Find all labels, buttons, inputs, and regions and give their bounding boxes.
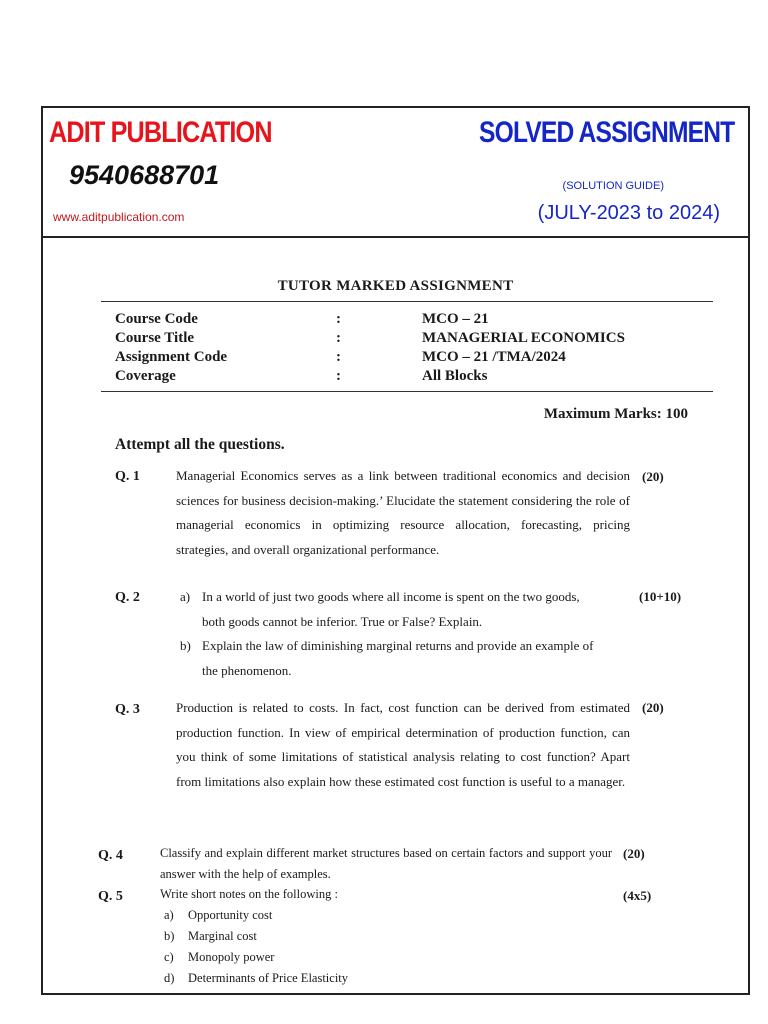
assignment-code-row	[115, 349, 625, 368]
instruction-text: Attempt all the questions.	[115, 436, 285, 453]
question-text-block	[160, 884, 590, 989]
question-text: Write short notes on the following :	[160, 887, 338, 901]
list-item	[164, 905, 590, 926]
question-number: Q. 4	[98, 848, 123, 863]
maximum-marks: Maximum Marks: 100	[543, 406, 688, 422]
info-separator: :	[336, 368, 341, 384]
info-divider	[101, 391, 713, 392]
session-label: (JULY-2023 to 2024)	[537, 202, 720, 224]
info-label: Course Title	[115, 330, 195, 346]
part-text: Determinants of Price Elasticity	[188, 971, 349, 985]
question-marks: (10+10)	[639, 589, 682, 604]
info-separator: :	[336, 349, 341, 365]
info-value: MCO – 21	[422, 311, 489, 327]
publisher-name: ADIT PUBLICATION	[49, 116, 272, 149]
info-value: All Blocks	[422, 368, 488, 384]
part-letter: c)	[164, 950, 174, 964]
part-letter: b)	[180, 638, 191, 653]
question-number: Q. 1	[115, 469, 140, 484]
part-text: Monopoly power	[188, 950, 275, 964]
short-notes-list	[160, 905, 590, 989]
question-marks: (20)	[642, 700, 664, 715]
publisher-header	[43, 108, 748, 238]
part-letter: a)	[180, 589, 191, 604]
list-item	[164, 968, 590, 989]
part-letter: d)	[164, 971, 175, 985]
course-code-row	[115, 311, 625, 330]
question-marks: (20)	[623, 846, 645, 861]
info-value: MCO – 21 /TMA/2024	[422, 349, 566, 365]
info-separator: :	[336, 330, 341, 346]
question-text: Classify and explain different market structures based on certain factors and support your answer with the help of examples.	[160, 846, 612, 881]
assignment-page-frame	[41, 106, 750, 995]
question-marks: (4x5)	[623, 888, 652, 903]
info-separator: :	[336, 311, 341, 327]
course-title-row	[115, 330, 625, 349]
solution-guide-label: (SOLUTION GUIDE)	[562, 180, 664, 192]
question-text: Managerial Economics serves as a link between traditional economics and decision sciences for business decision-making.’ Elucidate the statement considering the role of managerial economics in optimizing resource allocation, forecasting, pricing strategies, and overall organizational performance.	[176, 468, 630, 557]
part-letter: b)	[164, 929, 175, 943]
question-number: Q. 3	[115, 702, 140, 717]
question-part	[180, 585, 600, 634]
list-item	[164, 947, 590, 968]
publisher-website: www.aditpublication.com	[53, 210, 185, 224]
info-label: Assignment Code	[115, 349, 228, 365]
course-info-table	[115, 311, 625, 387]
publisher-phone: 9540688701	[69, 160, 220, 190]
document-title: TUTOR MARKED ASSIGNMENT	[277, 278, 514, 294]
part-text: Opportunity cost	[188, 908, 273, 922]
question-parts	[180, 585, 600, 683]
info-label: Coverage	[115, 368, 176, 384]
solved-assignment-heading: SOLVED ASSIGNMENT	[478, 116, 734, 149]
part-text: Marginal cost	[188, 929, 257, 943]
question-number: Q. 2	[115, 590, 140, 605]
part-text: Explain the law of diminishing marginal returns and provide an example of the phenomenon.	[202, 638, 594, 678]
info-value: MANAGERIAL ECONOMICS	[422, 330, 625, 346]
part-letter: a)	[164, 908, 174, 922]
coverage-row	[115, 368, 625, 387]
question-part	[180, 634, 600, 683]
question-number: Q. 5	[98, 889, 123, 904]
title-divider	[101, 301, 713, 302]
question-text: Production is related to costs. In fact, cost function can be derived from estimated production function. In view of empirical determination of production function, can you think of some limitations of statistical analysis relating to cost function? Apart from limitations also explain how these estimated cost function is useful to a manager.	[176, 700, 630, 789]
info-label: Course Code	[115, 311, 198, 327]
part-text: In a world of just two goods where all income is spent on the two goods, both goods cannot be inferior. True or False? Explain.	[202, 589, 580, 629]
list-item	[164, 926, 590, 947]
question-marks: (20)	[642, 469, 664, 484]
